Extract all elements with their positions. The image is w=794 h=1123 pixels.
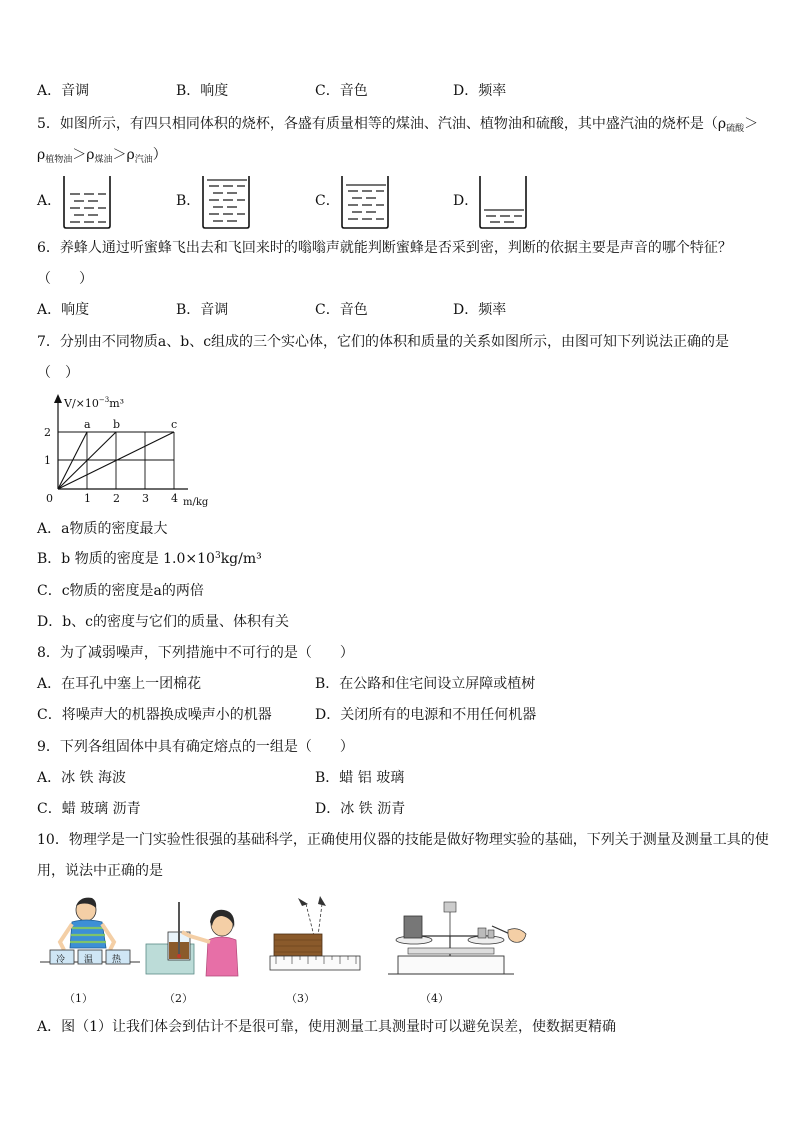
- q8-option-b: B．在公路和住宅间设立屏障或植树: [315, 676, 536, 692]
- q6-stem: 6．养蜂人通过听蜜蜂飞出去和飞回来时的嗡嗡声就能判断蜜蜂是否采到密，判断的依据主要是声音的哪个特征？: [37, 240, 732, 256]
- q10-figure-label-3: （3）: [286, 992, 315, 1005]
- q7-paren: （ ）: [37, 365, 79, 381]
- q7-option-b: B．b 物质的密度是 $1.0\times 10^3kg/m^3$: [37, 551, 262, 567]
- q7-ylabel: $V/\times 10^{-3}m^3$: [64, 396, 125, 410]
- q4-option-a: A．音调: [37, 83, 90, 99]
- q9-option-b: B．蜡 铝 玻璃: [315, 770, 405, 786]
- q10-figure-1-basins: [40, 892, 140, 980]
- beaker-d-figure: [478, 174, 530, 230]
- beaker-a-figure: [62, 174, 114, 230]
- q10-figure-4-balance: [384, 898, 530, 980]
- q9-option-d: D．冰 铁 沥青: [315, 801, 406, 817]
- q10-option-a: A．图（1）让我们体会到估计不是很可靠，使用测量工具测量时可以避免误差，使数据更精确: [37, 1019, 617, 1035]
- q7-line-label-c: c: [171, 418, 178, 431]
- q6-option-c: C．音色: [315, 302, 368, 318]
- q7-stem: 7．分别由不同物质a、b、c组成的三个实心体，它们的体积和质量的关系如图所示，由图可知下列说法正确的是: [37, 334, 730, 350]
- q4-option-b: B．响度: [176, 83, 229, 99]
- q7-line-a: [58, 432, 87, 489]
- q7-option-a: A．a物质的密度最大: [37, 521, 168, 537]
- q5-label-d: D．: [453, 193, 479, 209]
- q6-option-a: A．响度: [37, 302, 90, 318]
- q4-option-c: C．音色: [315, 83, 368, 99]
- q4-option-d: D．频率: [453, 83, 507, 99]
- q8-option-c: C．将噪声大的机器换成噪声小的机器: [37, 707, 272, 723]
- q10-stem-line2: 用，说法中正确的是: [37, 863, 163, 879]
- q7-xtick-1: 1: [84, 492, 91, 505]
- q7-ytick-2: 2: [44, 426, 51, 439]
- q7-ytick-1: 1: [44, 454, 51, 467]
- q10-figure-label-4: （4）: [420, 992, 449, 1005]
- q8-stem: 8．为了减弱噪声，下列措施中不可行的是（ ）: [37, 645, 354, 661]
- q9-option-a: A．冰 铁 海波: [37, 770, 127, 786]
- beaker-c-figure: [340, 174, 392, 230]
- q6-paren: （ ）: [37, 271, 93, 287]
- q10-stem-line1: 10．物理学是一门实验性很强的基础科学，正确使用仪器的技能是做好物理实验的基础，下列关于测量及测量工具的使: [37, 832, 769, 848]
- q9-stem: 9．下列各组固体中具有确定熔点的一组是（ ）: [37, 739, 354, 755]
- q8-option-a: A．在耳孔中塞上一团棉花: [37, 676, 202, 692]
- q7-option-d: D．b、c的密度与它们的质量、体积有关: [37, 614, 290, 630]
- q7-volume-mass-graph: [40, 392, 240, 507]
- q7-line-label-a: a: [84, 418, 91, 431]
- q7-y-arrow: [54, 394, 62, 403]
- q10-figure-2-thermometer: [146, 896, 240, 980]
- q7-xtick-4: 4: [171, 492, 178, 505]
- q6-option-b: B．音调: [176, 302, 229, 318]
- q5-stem-line2: $\rho_{植物油}>\rho_{煤油}>\rho_{汽油}$）: [37, 147, 167, 165]
- q7-origin: 0: [46, 492, 53, 505]
- q7-option-c: C．c物质的密度是a的两倍: [37, 583, 204, 599]
- q5-label-b: B．: [176, 193, 201, 209]
- q5-label-c: C．: [315, 193, 340, 209]
- q10-figure-3-ruler: [270, 892, 362, 978]
- q10-figure-label-1: （1）: [64, 992, 93, 1005]
- q10-figure-label-2: （2）: [164, 992, 193, 1005]
- q5-stem-line1: 5．如图所示，有四只相同体积的烧杯，各盛有质量相等的煤油、汽油、植物油和硫酸，其中盛汽油的烧杯是（$\rho_{硫酸}>$: [37, 116, 759, 134]
- q7-xtick-2: 2: [113, 492, 120, 505]
- q7-xtick-3: 3: [142, 492, 149, 505]
- q5-label-a: A．: [37, 193, 62, 209]
- q10-figure-1-hot: 热: [112, 955, 122, 965]
- q7-xlabel: m/kg: [183, 497, 209, 508]
- q10-figure-1-warm: 温: [84, 955, 94, 965]
- q8-option-d: D．关闭所有的电源和不用任何机器: [315, 707, 537, 723]
- beaker-b-figure: [201, 174, 253, 230]
- q6-option-d: D．频率: [453, 302, 507, 318]
- q10-figure-1-cold: 冷: [56, 955, 66, 965]
- q7-line-label-b: b: [113, 418, 121, 431]
- q9-option-c: C．蜡 玻璃 沥青: [37, 801, 141, 817]
